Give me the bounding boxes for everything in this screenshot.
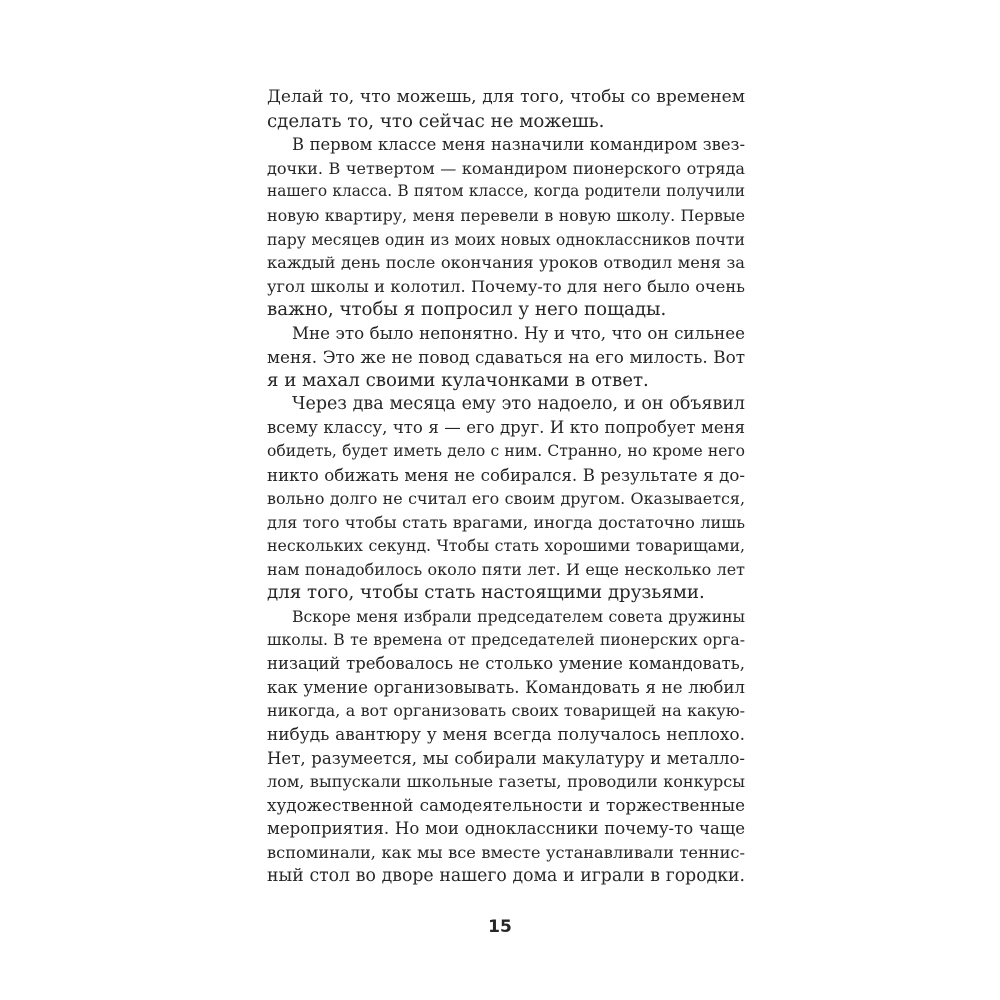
text-line: Мне это было непонятно. Ну и что, что он сильнее — [292, 323, 745, 343]
text-line: дочки. В четвертом — командиром пионерского отряда — [267, 158, 745, 178]
text-line: для того, чтобы стать настоящими друзьями. — [267, 582, 705, 604]
text-line: школы. В те времена от председателей пионерских орга- — [267, 630, 745, 649]
text-line: Нет, разумеется, мы собирали макулатуру и металло- — [267, 748, 745, 768]
text-line: нескольких секунд. Чтобы стать хорошими товарищами, — [267, 536, 745, 556]
body-text — [267, 86, 745, 888]
text-line: нашего класса. В пятом классе, когда родители получили — [267, 182, 745, 201]
text-line: низаций требовалось не столько умение командовать, — [267, 654, 745, 674]
text-line: лом, выпускали школьные газеты, проводили конкурсы — [267, 772, 745, 792]
text-line: Вскоре меня избрали председателем совета дружины — [292, 607, 745, 627]
text-line: мероприятия. Но мои одноклассники почему-то чаще — [267, 819, 745, 839]
text-line: каждый день после окончания уроков отводил меня за — [267, 253, 745, 273]
text-line: угол школы и колотил. Почему-то для него было очень — [267, 276, 745, 296]
page-number: 15 — [488, 917, 512, 937]
text-line: новую квартиру, меня перевели в новую школу. Первые — [267, 205, 745, 225]
text-line: обидеть, будет иметь дело с ним. Странно, но кроме него — [267, 441, 745, 460]
text-line: для того чтобы стать врагами, иногда достаточно лишь — [267, 512, 745, 532]
text-line: Через два месяца ему это надоело, и он объявил — [292, 393, 745, 414]
text-line: художественной самодеятельности и торжественные — [267, 794, 745, 815]
text-line: всему классу, что я — его друг. И кто попробует меня — [267, 418, 745, 438]
text-line: я и махал своими кулачонками в ответ. — [267, 370, 649, 392]
text-line: ный стол во дворе нашего дома и играли в городки. — [267, 865, 745, 886]
text-line: нам понадобилось около пяти лет. И еще несколько лет — [267, 559, 745, 579]
text-line: В первом классе меня назначили командиром звез- — [292, 135, 745, 155]
text-line: пару месяцев один из моих новых одноклассников почти — [267, 229, 745, 249]
text-line: вспоминали, как мы все вместе устанавливали теннис- — [267, 843, 745, 862]
text-line: никогда, а вот организовать своих товарищей на какую- — [267, 701, 745, 721]
text-line: как умение организовывать. Командовать я не любил — [267, 677, 745, 697]
text-line: никто обижать меня не собирался. В результате я до- — [267, 465, 745, 485]
text-line: вольно долго не считал его своим другом. Оказывается, — [267, 489, 745, 509]
text-line: сделать то, что сейчас не можешь. — [267, 110, 605, 132]
text-line: важно, чтобы я попросил у него пощады. — [267, 299, 667, 321]
text-line: меня. Это же не повод сдаваться на его милость. Вот — [267, 346, 745, 367]
text-line: Делай то, что можешь, для того, чтобы со временем — [267, 87, 745, 107]
text-line: нибудь авантюру у меня всегда получалось неплохо. — [267, 724, 745, 745]
